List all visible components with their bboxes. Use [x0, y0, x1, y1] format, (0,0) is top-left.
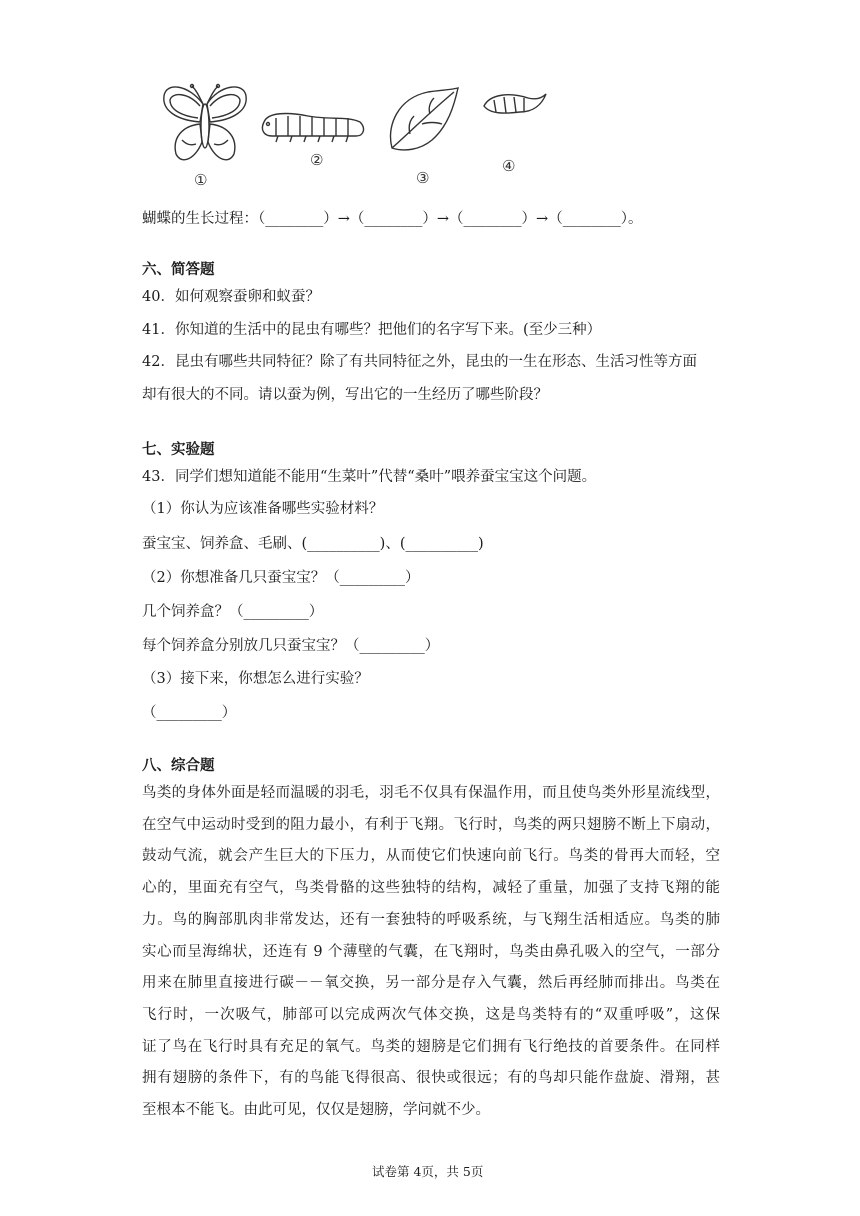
pupa-icon	[480, 88, 550, 118]
figure-label-3: ③	[416, 169, 430, 187]
figure-label-1: ①	[194, 171, 208, 189]
section-6-title: 六、简答题	[142, 261, 215, 278]
life-cycle-figure	[150, 80, 570, 190]
question-43-part3-answer: （_________）	[142, 705, 237, 721]
question-40: 40．如何观察蚕卵和蚁蚕？	[142, 289, 320, 305]
figure-label-2: ②	[310, 151, 324, 169]
question-43-part1: （1）你认为应该准备哪些实验材料？	[142, 501, 384, 517]
passage-line: 在空气中运动时受到的阻力最小，有利于飞翔。飞行时，鸟类的两只翅膀不断上下扇动，	[142, 816, 720, 833]
section-8-title: 八、综合题	[142, 757, 215, 774]
passage-line: 至根本不能飞。由此可见，仅仅是翅膀，学问就不少。	[142, 1102, 490, 1119]
page-footer: 试卷第 4页，共 5页	[372, 1164, 484, 1179]
passage-line: 用来在肺里直接进行碳－－氧交换，另一部分是存入气囊，然后再经肺而排出。鸟类在	[142, 975, 720, 992]
passage-line: 实心而呈海绵状，还连有 9 个薄壁的气囊，在飞翔时，鸟类由鼻孔吸入的空气，一部分	[142, 943, 720, 960]
leaf-icon	[384, 86, 464, 156]
passage-line: 心的，里面充有空气，鸟类骨骼的这些独特的结构，减轻了重量，加强了支持飞翔的能	[142, 880, 720, 897]
question-43: 43．同学们想知道能不能用“生菜叶”代替“桑叶”喂养蚕宝宝这个问题。	[142, 469, 597, 485]
passage-line: 证了鸟在飞行时具有充足的氧气。鸟类的翅膀是它们拥有飞行绝技的首要条件。在同样	[142, 1038, 720, 1055]
passage-line: 力。鸟的胸部肌肉非常发达，还有一套独特的呼吸系统，与飞翔生活相适应。鸟类的肺	[142, 911, 720, 928]
question-41: 41．你知道的生活中的昆虫有哪些？把他们的名字写下来。(至少三种）	[142, 322, 602, 338]
caterpillar-icon	[258, 108, 368, 148]
question-43-part1-answer: 蚕宝宝、饲养盒、毛刷、(__________)、(__________)	[142, 536, 484, 552]
passage-line: 鸟类的身体外面是轻而温暖的羽毛，羽毛不仅具有保温作用，而且使鸟类外形星流线型，	[142, 785, 720, 801]
passage-line: 飞行时，一次吸气，肺部可以完成两次气体交换，这是鸟类特有的“双重呼吸”，这保	[142, 1006, 720, 1023]
butterfly-process-question: 蝴蝶的生长过程：（________）→（________）→（________）→（________）。	[142, 211, 643, 227]
question-43-part2-c: 每个饲养盒分别放几只蚕宝宝？（_________）	[142, 638, 440, 654]
reading-passage	[142, 778, 720, 1127]
question-43-part2: （2）你想准备几只蚕宝宝？（_________）	[142, 570, 420, 586]
question-43-part2-b: 几个饲养盒？（_________）	[142, 604, 324, 620]
passage-line: 鼓动气流，就会产生巨大的下压力，从而使它们快速向前飞行。鸟类的骨再大而轻，空	[142, 848, 720, 865]
question-43-part3: （3）接下来，你想怎么进行实验？	[142, 671, 369, 687]
question-42-line2: 却有很大的不同。请以蚕为例，写出它的一生经历了哪些阶段？	[142, 387, 548, 403]
butterfly-icon	[158, 82, 252, 172]
passage-line: 拥有翅膀的条件下，有的鸟能飞得很高、很快或很远；有的鸟却只能作盘旋、滑翔，甚	[142, 1070, 720, 1087]
question-42-line1: 42．昆虫有哪些共同特征？除了有共同特征之外，昆虫的一生在形态、生活习性等方面	[142, 354, 697, 370]
figure-label-4: ④	[502, 157, 516, 175]
section-7-title: 七、实验题	[142, 441, 215, 458]
